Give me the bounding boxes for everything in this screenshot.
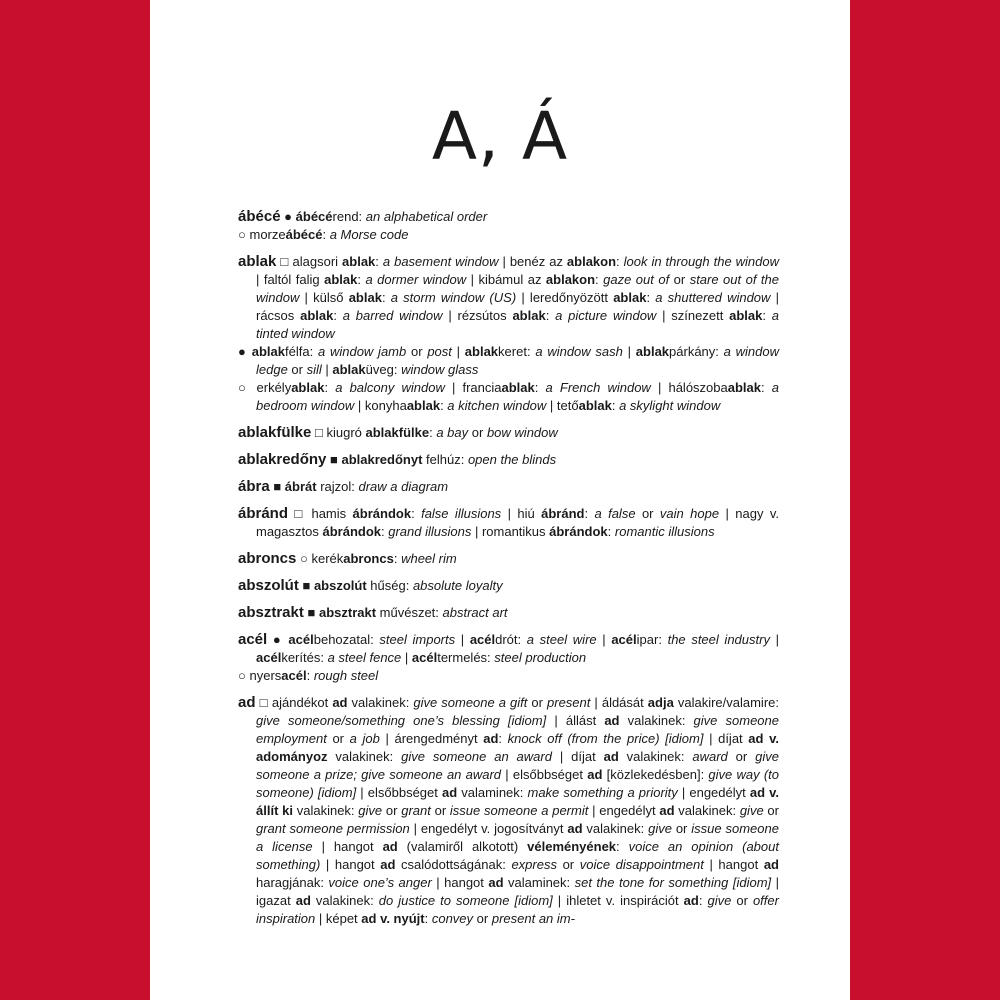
entry-marker: ■: [307, 605, 316, 620]
dictionary-entry: [238, 631, 779, 685]
headword: ablak: [238, 253, 277, 270]
entry-line: [238, 226, 779, 244]
dictionary-entry: [238, 451, 779, 469]
dictionary-entry: [238, 604, 779, 622]
entry-text: erkélyablak: a balcony window | franciaablak: a French window | hálószobaablak: a bedroom window | konyhaablak: a kitchen window | tetőablak: a skylight window: [256, 380, 779, 413]
entry-line: [238, 577, 779, 595]
entry-marker: ■: [302, 578, 311, 593]
dictionary-entry: [238, 694, 779, 928]
headword: ablakfülke: [238, 424, 312, 441]
entry-marker: ○: [299, 551, 308, 566]
headword: ábra: [238, 478, 270, 495]
headword: abroncs: [238, 550, 297, 567]
entry-marker: □: [280, 254, 289, 269]
entry-line: [238, 451, 779, 469]
headword: abszolút: [238, 577, 299, 594]
headword: ábránd: [238, 505, 289, 522]
entry-text: abszolút hűség: absolute loyalty: [313, 578, 503, 593]
dictionary-entry: [238, 550, 779, 568]
entry-line: [238, 424, 779, 442]
entry-line: [238, 253, 779, 343]
entry-line: [238, 208, 779, 226]
entry-text: ablakfélfa: a window jamb or post | ablakkeret: a window sash | ablakpárkány: a window ledge or sill | ablaküveg: window glass: [251, 344, 779, 377]
entry-list: [238, 208, 779, 937]
dictionary-entry: [238, 253, 779, 415]
entry-line: [238, 667, 779, 685]
entry-marker: ○: [238, 668, 246, 683]
headword: ábécé: [238, 208, 281, 225]
entry-text: kiugró ablakfülke: a bay or bow window: [326, 425, 558, 440]
entry-line: [238, 478, 779, 496]
entry-line: [238, 505, 779, 541]
entry-line: [238, 631, 779, 667]
entry-text: ablakredőnyt felhúz: open the blinds: [341, 452, 557, 467]
entry-marker: ●: [284, 209, 293, 224]
entry-text: morzeábécé: a Morse code: [249, 227, 409, 242]
entry-text: absztrakt művészet: abstract art: [318, 605, 508, 620]
entry-line: [238, 550, 779, 568]
entry-line: [238, 694, 779, 928]
entry-marker: ■: [273, 479, 282, 494]
entry-marker: □: [294, 506, 306, 521]
entry-marker: □: [259, 695, 268, 710]
entry-line: [238, 379, 779, 415]
dictionary-entry: [238, 208, 779, 244]
headword: ad: [238, 694, 256, 711]
entry-marker: ○: [238, 380, 250, 395]
entry-line: [238, 604, 779, 622]
entry-text: alagsori ablak: a basement window | benéz az ablakon: look in through the window | faltól falig ablak: a dormer window | kibámul az ablakon: gaze out of or stare out of the window | külső ablak: a storm window (US) | leredőnyözött ablak: a shuttered window | rácsos ablak: a barred window | rézsútos ablak: a picture window | színezett ablak: a tinted window: [256, 254, 780, 341]
entry-text: kerékabroncs: wheel rim: [311, 551, 457, 566]
entry-text: ábécérend: an alphabetical order: [295, 209, 488, 224]
headword: ablakredőny: [238, 451, 327, 468]
letter-heading: A, Á: [431, 98, 569, 175]
entry-marker: ○: [238, 227, 246, 242]
headword: acél: [238, 631, 268, 648]
dictionary-page: [150, 0, 850, 1000]
dictionary-entry: [238, 478, 779, 496]
dictionary-entry: [238, 577, 779, 595]
entry-text: ábrát rajzol: draw a diagram: [284, 479, 449, 494]
entry-marker: ●: [238, 344, 247, 359]
entry-marker: □: [315, 425, 323, 440]
entry-marker: ●: [272, 632, 283, 647]
entry-text: ajándékot ad valakinek: give someone a gift or present | áldását adja valakire/valamire: give someone/something one’s blessing [idiom] | állást ad valakinek: give someone employment or a job | árengedményt ad: knock off (from the price) [idiom] | díjat ad v. adományoz valakinek: give someone an award | díjat ad valakinek: award or give someone a prize; give someone an award | elsőbbséget ad [közlekedésben]: give way (to someone) [idiom] | elsőbbséget ad valaminek: make something a priority | engedélyt ad v. állít ki valakinek: give or grant or issue someone a permit | engedélyt ad valakinek: give or grant someone permission | engedélyt v. jogosítványt ad valakinek: give or issue someone a license | hangot ad (valamiről alkotott) véleményének: voice an opinion (about something) | hangot ad csalódottságának: express or voice disappointment | hangot ad haragjának: voice one’s anger | hangot ad valaminek: set the tone for something [idiom] | igazat ad valakinek: do justice to someone [idiom] | ihletet v. inspirációt ad: give or offer inspiration | képet ad v. nyújt: convey or present an im-: [256, 695, 779, 926]
entry-text: hamis ábrándok: false illusions | hiú ábránd: a false or vain hope | nagy v. magasztos ábrándok: grand illusions | romantikus ábrándok: romantic illusions: [256, 506, 779, 539]
headword: absztrakt: [238, 604, 304, 621]
dictionary-entry: [238, 505, 779, 541]
dictionary-entry: [238, 424, 779, 442]
entry-line: [238, 343, 779, 379]
entry-text: nyersacél: rough steel: [249, 668, 379, 683]
entry-text: acélbehozatal: steel imports | acéldrót: a steel wire | acélipar: the steel industry | acélkerítés: a steel fence | acéltermelés: steel production: [256, 632, 779, 665]
entry-marker: ■: [330, 452, 338, 467]
